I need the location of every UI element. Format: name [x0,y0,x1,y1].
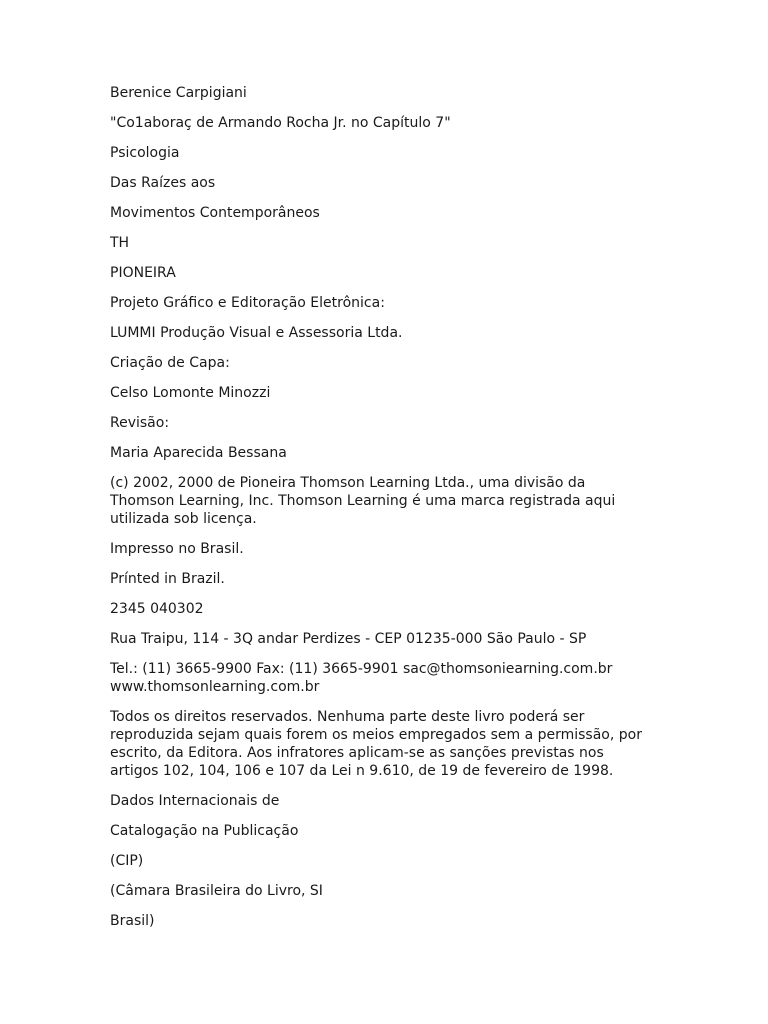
design-credit-value: LUMMI Produção Visual e Assessoria Ltda. [110,325,403,341]
cataloging-chamber-2: Brasil) [110,913,155,929]
printed-in-pt: Impresso no Brasil. [110,541,244,557]
document-body [110,84,670,942]
publisher-address: Rua Traipu, 114 - 3Q andar Perdizes - CEP 01235-000 São Paulo - SP [110,631,587,647]
publisher-mark: TH [110,235,130,251]
cataloging-cip: (CIP) [110,853,144,869]
revision-value: Maria Aparecida Bessana [110,445,287,461]
book-title: Psicologia [110,145,180,161]
printed-in-en: Prínted in Brazil. [110,571,225,587]
print-run-numbers: 2345 040302 [110,601,204,617]
design-credit-label: Projeto Gráfico e Editoração Eletrônica: [110,295,385,311]
cataloging-heading-2: Catalogação na Publicação [110,823,299,839]
cover-credit-label: Criação de Capa: [110,355,230,371]
revision-label: Revisão: [110,415,170,431]
copyright-notice: (c) 2002, 2000 de Pioneira Thomson Learning Ltda., uma divisão da Thomson Learning, Inc. Thomson Learning é uma marca registrada aqui utilizada sob licença. [110,475,616,527]
cataloging-heading-1: Dados Internacionais de [110,793,280,809]
collaboration-note: "Co1aboraç de Armando Rocha Jr. no Capítulo 7" [110,115,451,131]
publisher-contact: Tel.: (11) 3665-9900 Fax: (11) 3665-9901 sac@thomsoniearning.com.br www.thomsonlearning.com.br [110,661,613,695]
publisher-name: PIONEIRA [110,265,176,281]
book-subtitle-line-2: Movimentos Contemporâneos [110,205,320,221]
author-name: Berenice Carpigiani [110,85,247,101]
cover-credit-value: Celso Lomonte Minozzi [110,385,271,401]
cataloging-chamber-1: (Câmara Brasileira do Livro, SI [110,883,323,899]
book-subtitle-line-1: Das Raízes aos [110,175,216,191]
rights-reserved-notice: Todos os direitos reservados. Nenhuma parte deste livro poderá ser reproduzida sejam quais forem os meios empregados sem a permissão, por escrito, da Editora. Aos infratores aplicam-se as sanções previstas nos artigos 102, 104, 106 e 107 da Lei n 9.610, de 19 de fevereiro de 1998. [110,709,642,779]
